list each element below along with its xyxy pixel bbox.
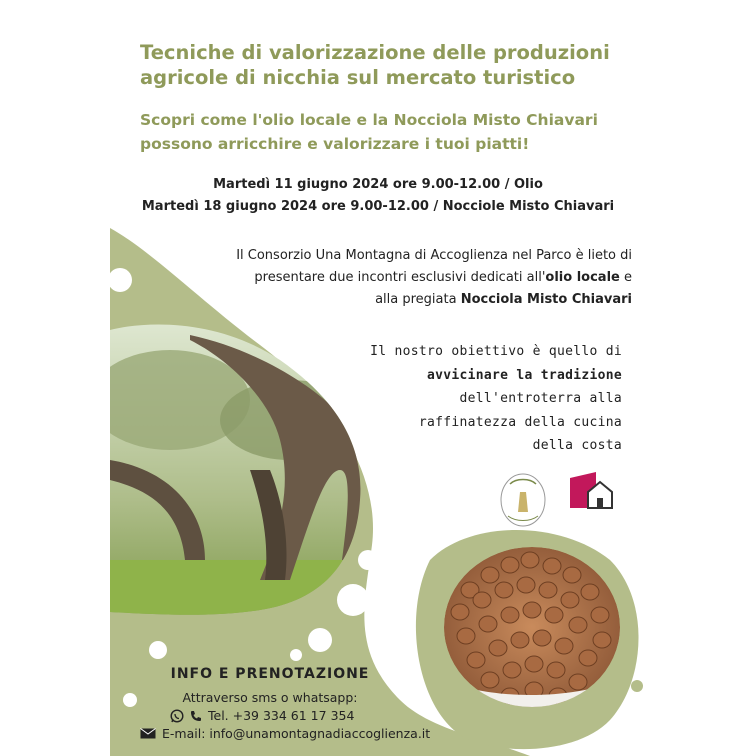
poster	[110, 0, 646, 756]
intro-bold-olio: olio locale	[545, 270, 620, 285]
contact-method: Attraverso sms o whatsapp:	[182, 690, 358, 705]
frantoio-logo	[498, 470, 548, 528]
phone-line	[170, 708, 430, 723]
poster-subtitle: Scopri come l'olio locale e la Nocciola Misto Chiavari possono arricchire e valorizzare i tuoi piatti!	[140, 111, 598, 153]
intro-text-1: Il Consorzio Una Montagna di Accoglienza nel Parco è lieto di presentare due incontri esclusivi dedicati all'	[236, 248, 632, 285]
objective-line-5: della costa	[532, 438, 622, 453]
objective-paragraph	[330, 340, 622, 458]
event-dates	[110, 174, 646, 218]
whatsapp-icon	[170, 709, 184, 723]
email-icon	[140, 728, 156, 739]
objective-line-4: raffinatezza della cucina	[418, 414, 622, 430]
phone-icon	[190, 710, 202, 722]
email-address[interactable]: E-mail: info@unamontagnadiaccoglienza.it	[162, 726, 431, 741]
event-date-hazelnut: Martedì 18 giugno 2024 ore 9.00-12.00 / Nocciole Misto Chiavari	[141, 199, 615, 214]
phone-number[interactable]: Tel. +39 334 61 17 354	[208, 708, 355, 723]
poster-title: Tecniche di valorizzazione delle produzioni agricole di nicchia sul mercato turistico	[140, 41, 610, 89]
intro-text-2: e alla pregiata	[375, 270, 632, 307]
intro-paragraph	[230, 245, 632, 311]
objective-line-1: Il nostro obiettivo è quello di	[370, 344, 622, 359]
objective-line-3: dell'entroterra alla	[459, 391, 622, 406]
info-heading: INFO E PRENOTAZIONE	[170, 666, 370, 682]
consorzio-logo	[566, 468, 618, 512]
event-date-oil: Martedì 11 giugno 2024 ore 9.00-12.00 / Olio	[213, 177, 543, 192]
objective-line-2: avvicinare la tradizione	[426, 367, 622, 383]
intro-bold-nocciola: Nocciola Misto Chiavari	[460, 292, 632, 307]
email-line	[140, 726, 470, 741]
